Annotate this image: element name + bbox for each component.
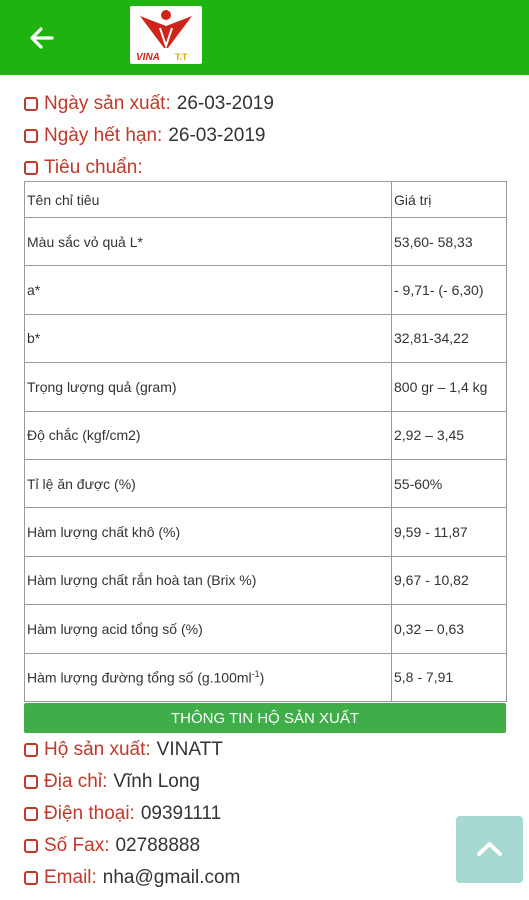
- row-name: Hàm lượng chất khô (%): [25, 508, 392, 556]
- row-name-superscript: -1: [251, 668, 260, 679]
- producer-label: Hộ sản xuất:: [44, 739, 151, 760]
- standard-row: [0, 152, 529, 184]
- standard-label: Tiêu chuẩn:: [44, 157, 143, 178]
- scroll-to-top-button[interactable]: [456, 816, 523, 883]
- checkbox-icon: [24, 871, 38, 885]
- production-date-row: [0, 88, 529, 120]
- table-row: [25, 556, 507, 604]
- table-row: [25, 508, 507, 556]
- email-value[interactable]: nha@gmail.com: [102, 867, 241, 888]
- row-name: Màu sắc vỏ quả L*: [25, 218, 392, 266]
- table-row: [25, 314, 507, 362]
- table-row: [25, 653, 507, 701]
- phone-label: Điện thoại:: [44, 803, 135, 824]
- row-name: Trọng lượng quả (gram): [25, 363, 392, 411]
- row-name-end: ): [259, 669, 265, 686]
- producer-section-title: THÔNG TIN HỘ SẢN XUẤT: [24, 703, 506, 733]
- table-row: [25, 363, 507, 411]
- email-row: [0, 862, 529, 894]
- production-date-label: Ngày sản xuất:: [44, 93, 171, 114]
- address-label: Địa chỉ:: [44, 771, 108, 792]
- row-name-text: Hàm lượng đường tổng số (g.100ml: [27, 669, 252, 686]
- row-value: 55-60%: [392, 459, 507, 507]
- row-name: [25, 653, 392, 701]
- row-value: 5,8 - 7,91: [392, 653, 507, 701]
- table-row: [25, 411, 507, 459]
- row-value: 2,92 – 3,45: [392, 411, 507, 459]
- producer-info: [0, 734, 529, 894]
- row-name: a*: [25, 266, 392, 314]
- phone-value[interactable]: 09391111: [140, 803, 222, 824]
- fax-row: [0, 830, 529, 862]
- fax-label: Số Fax:: [44, 835, 110, 856]
- checkbox-icon: [24, 807, 38, 821]
- product-info: [0, 88, 529, 184]
- phone-row: [0, 798, 529, 830]
- row-name: Hàm lượng acid tổng số (%): [25, 605, 392, 653]
- row-name: Tỉ lệ ăn được (%): [25, 459, 392, 507]
- row-name: Hàm lượng chất rắn hoà tan (Brix %): [25, 556, 392, 604]
- app-header: [0, 0, 529, 78]
- svg-text:T.T: T.T: [175, 52, 188, 62]
- fax-value: 02788888: [115, 835, 201, 856]
- checkbox-icon: [24, 97, 38, 111]
- producer-value: VINATT: [156, 739, 223, 760]
- table-row: [25, 218, 507, 266]
- checkbox-icon: [24, 775, 38, 789]
- expiry-date-row: [0, 120, 529, 152]
- producer-row: [0, 734, 529, 766]
- row-value: 32,81-34,22: [392, 314, 507, 362]
- address-value: Vĩnh Long: [113, 771, 200, 792]
- table-row: [25, 459, 507, 507]
- row-value: 53,60- 58,33: [392, 218, 507, 266]
- chevron-up-icon: [456, 816, 523, 883]
- checkbox-icon: [24, 129, 38, 143]
- row-value: 800 gr – 1,4 kg: [392, 363, 507, 411]
- email-label: Email:: [44, 867, 97, 888]
- column-header-value: Giá trị: [392, 182, 507, 218]
- row-value: 9,59 - 11,87: [392, 508, 507, 556]
- expiry-date-label: Ngày hết hạn:: [44, 125, 163, 146]
- checkbox-icon: [24, 839, 38, 853]
- table-row: [25, 605, 507, 653]
- table-header-row: [25, 182, 507, 218]
- production-date-value: 26-03-2019: [176, 93, 274, 114]
- table-row: [25, 266, 507, 314]
- svg-text:VINA: VINA: [136, 52, 160, 63]
- checkbox-icon: [24, 743, 38, 757]
- arrow-left-icon: [26, 22, 58, 54]
- row-value: 0,32 – 0,63: [392, 605, 507, 653]
- checkbox-icon: [24, 161, 38, 175]
- row-value: 9,67 - 10,82: [392, 556, 507, 604]
- row-name: Độ chắc (kgf/cm2): [25, 411, 392, 459]
- expiry-date-value: 26-03-2019: [168, 125, 266, 146]
- brand-logo: [130, 6, 202, 64]
- spec-table: [24, 181, 507, 702]
- row-name: b*: [25, 314, 392, 362]
- column-header-name: Tên chỉ tiêu: [25, 182, 392, 218]
- back-button[interactable]: [26, 22, 58, 54]
- address-row: [0, 766, 529, 798]
- row-value: - 9,71- (- 6,30): [392, 266, 507, 314]
